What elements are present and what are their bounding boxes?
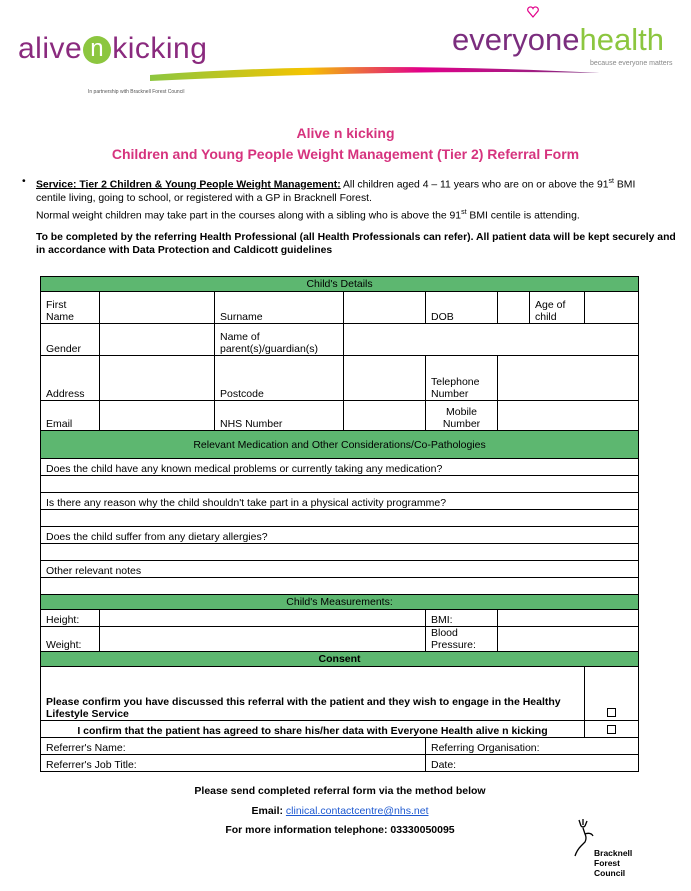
council-line-3: Council [594, 868, 626, 878]
service-label: Service: Tier 2 Children & Young People Weight Management: [36, 179, 341, 191]
date-label: Date: [431, 759, 457, 771]
height-field[interactable] [100, 610, 426, 627]
nhs-number-label: NHS Number [215, 401, 344, 431]
age-label: Age of child [530, 292, 585, 324]
referral-form-table [40, 276, 639, 772]
consent2-checkbox[interactable] [607, 725, 616, 734]
service-line3-a: Normal weight children may take part in the courses along with a sibling who is above the 91 [36, 210, 462, 222]
weight-field[interactable] [100, 627, 426, 652]
everyone-health-logo [452, 22, 664, 58]
surname-field[interactable] [344, 292, 426, 324]
q2-label: Is there any reason why the child shouldn't take part in a physical activity programme? [41, 493, 639, 510]
q4-field[interactable] [41, 578, 639, 595]
council-line-2: Forest [594, 858, 620, 868]
blood-pressure-label: Blood Pressure: [426, 627, 498, 652]
parent-name-label: Name of parent(s)/guardian(s) [215, 324, 344, 356]
medication-header: Relevant Medication and Other Considerations/Co-Pathologies [41, 431, 639, 459]
page-title: Alive n kicking [296, 125, 395, 141]
email-field[interactable] [100, 401, 215, 431]
telephone-field[interactable] [498, 356, 639, 401]
email-label: Email [41, 401, 100, 431]
consent1-label: Please confirm you have discussed this referral with the patient and they wish to engage in the Healthy Lifestyle Service [41, 667, 585, 721]
q1-field[interactable] [41, 476, 639, 493]
age-field[interactable] [585, 292, 639, 324]
gender-field[interactable] [100, 324, 215, 356]
service-text-b: BMI centile living, going to school, or registered with a GP in Bracknell Forest. [36, 179, 636, 205]
phone-line: For more information telephone: 03330050095 [225, 824, 455, 836]
email-line [0, 805, 680, 817]
blood-pressure-field[interactable] [498, 627, 639, 652]
q3-label: Does the child suffer from any dietary allergies? [41, 527, 639, 544]
service-text-a: All children aged 4 – 11 years who are on or above the 91 [340, 179, 609, 191]
consent2-checkbox-cell[interactable] [585, 721, 639, 738]
logo-text-kicking: kicking [112, 32, 208, 65]
address-label: Address [41, 356, 100, 401]
dob-field[interactable] [498, 292, 530, 324]
page-subtitle: Children and Young People Weight Management (Tier 2) Referral Form [111, 146, 580, 162]
send-instructions: Please send completed referral form via the method below [194, 785, 486, 797]
email-label: Email: [251, 805, 286, 817]
bullet: • [22, 176, 26, 187]
referring-org-field[interactable] [426, 738, 639, 755]
mobile-label: Mobile Number [426, 401, 498, 431]
referring-org-label: Referring Organisation: [431, 742, 540, 754]
mobile-field[interactable] [498, 401, 639, 431]
referrer-job-label: Referrer's Job Title: [46, 759, 137, 771]
logo-text-everyone: everyone [452, 22, 580, 57]
heart-icon [527, 6, 539, 18]
address-field[interactable] [100, 356, 215, 401]
email-link[interactable]: clinical.contactcentre@nhs.net [285, 805, 429, 817]
intro-text: To be completed by the referring Health Professional (all Health Professionals can refer). All patient data will be kept securely and in accordance with Data Protection and Caldicott guidelines [36, 232, 676, 256]
council-line-1: Bracknell [594, 848, 633, 858]
postcode-field[interactable] [344, 356, 426, 401]
council-name [594, 848, 632, 878]
referrer-name-label: Referrer's Name: [46, 742, 126, 754]
surname-label: Surname [215, 292, 344, 324]
sup-st: st [608, 178, 614, 185]
consent1-checkbox[interactable] [607, 708, 616, 717]
dob-label: DOB [426, 292, 498, 324]
measurements-header: Child's Measurements: [41, 595, 639, 610]
gender-label: Gender [41, 324, 100, 356]
q1-label: Does the child have any known medical problems or currently taking any medication? [41, 459, 639, 476]
consent1-checkbox-cell[interactable] [585, 667, 639, 721]
first-name-field[interactable] [100, 292, 215, 324]
childs-details-header: Child's Details [41, 277, 639, 292]
logo-text-n: n [83, 36, 111, 64]
logo-text-health: health [579, 22, 664, 57]
date-field[interactable] [426, 755, 639, 772]
swoosh-decoration [150, 55, 600, 95]
consent2-label: I confirm that the patient has agreed to share his/her data with Everyone Health alive n kicking [41, 721, 585, 738]
bmi-field[interactable] [498, 610, 639, 627]
logo-text-alive: alive [18, 32, 83, 65]
referrer-job-field[interactable] [41, 755, 426, 772]
parent-name-field[interactable] [344, 324, 639, 356]
service-line3-b: BMI centile is attending. [466, 210, 580, 222]
q3-field[interactable] [41, 544, 639, 561]
consent-header: Consent [41, 652, 639, 667]
logo-tagline: because everyone matters [590, 60, 673, 67]
logo-subtitle: In partnership with Bracknell Forest Council [88, 89, 185, 95]
telephone-label: Telephone Number [426, 356, 498, 401]
weight-label: Weight: [41, 627, 100, 652]
q4-label: Other relevant notes [41, 561, 639, 578]
postcode-label: Postcode [215, 356, 344, 401]
referrer-name-field[interactable] [41, 738, 426, 755]
service-description [22, 175, 662, 224]
q2-field[interactable] [41, 510, 639, 527]
height-label: Height: [41, 610, 100, 627]
first-name-label: First Name [41, 292, 100, 324]
sup-st-2: st [461, 209, 467, 217]
bmi-label: BMI: [426, 610, 498, 627]
nhs-number-field[interactable] [344, 401, 426, 431]
